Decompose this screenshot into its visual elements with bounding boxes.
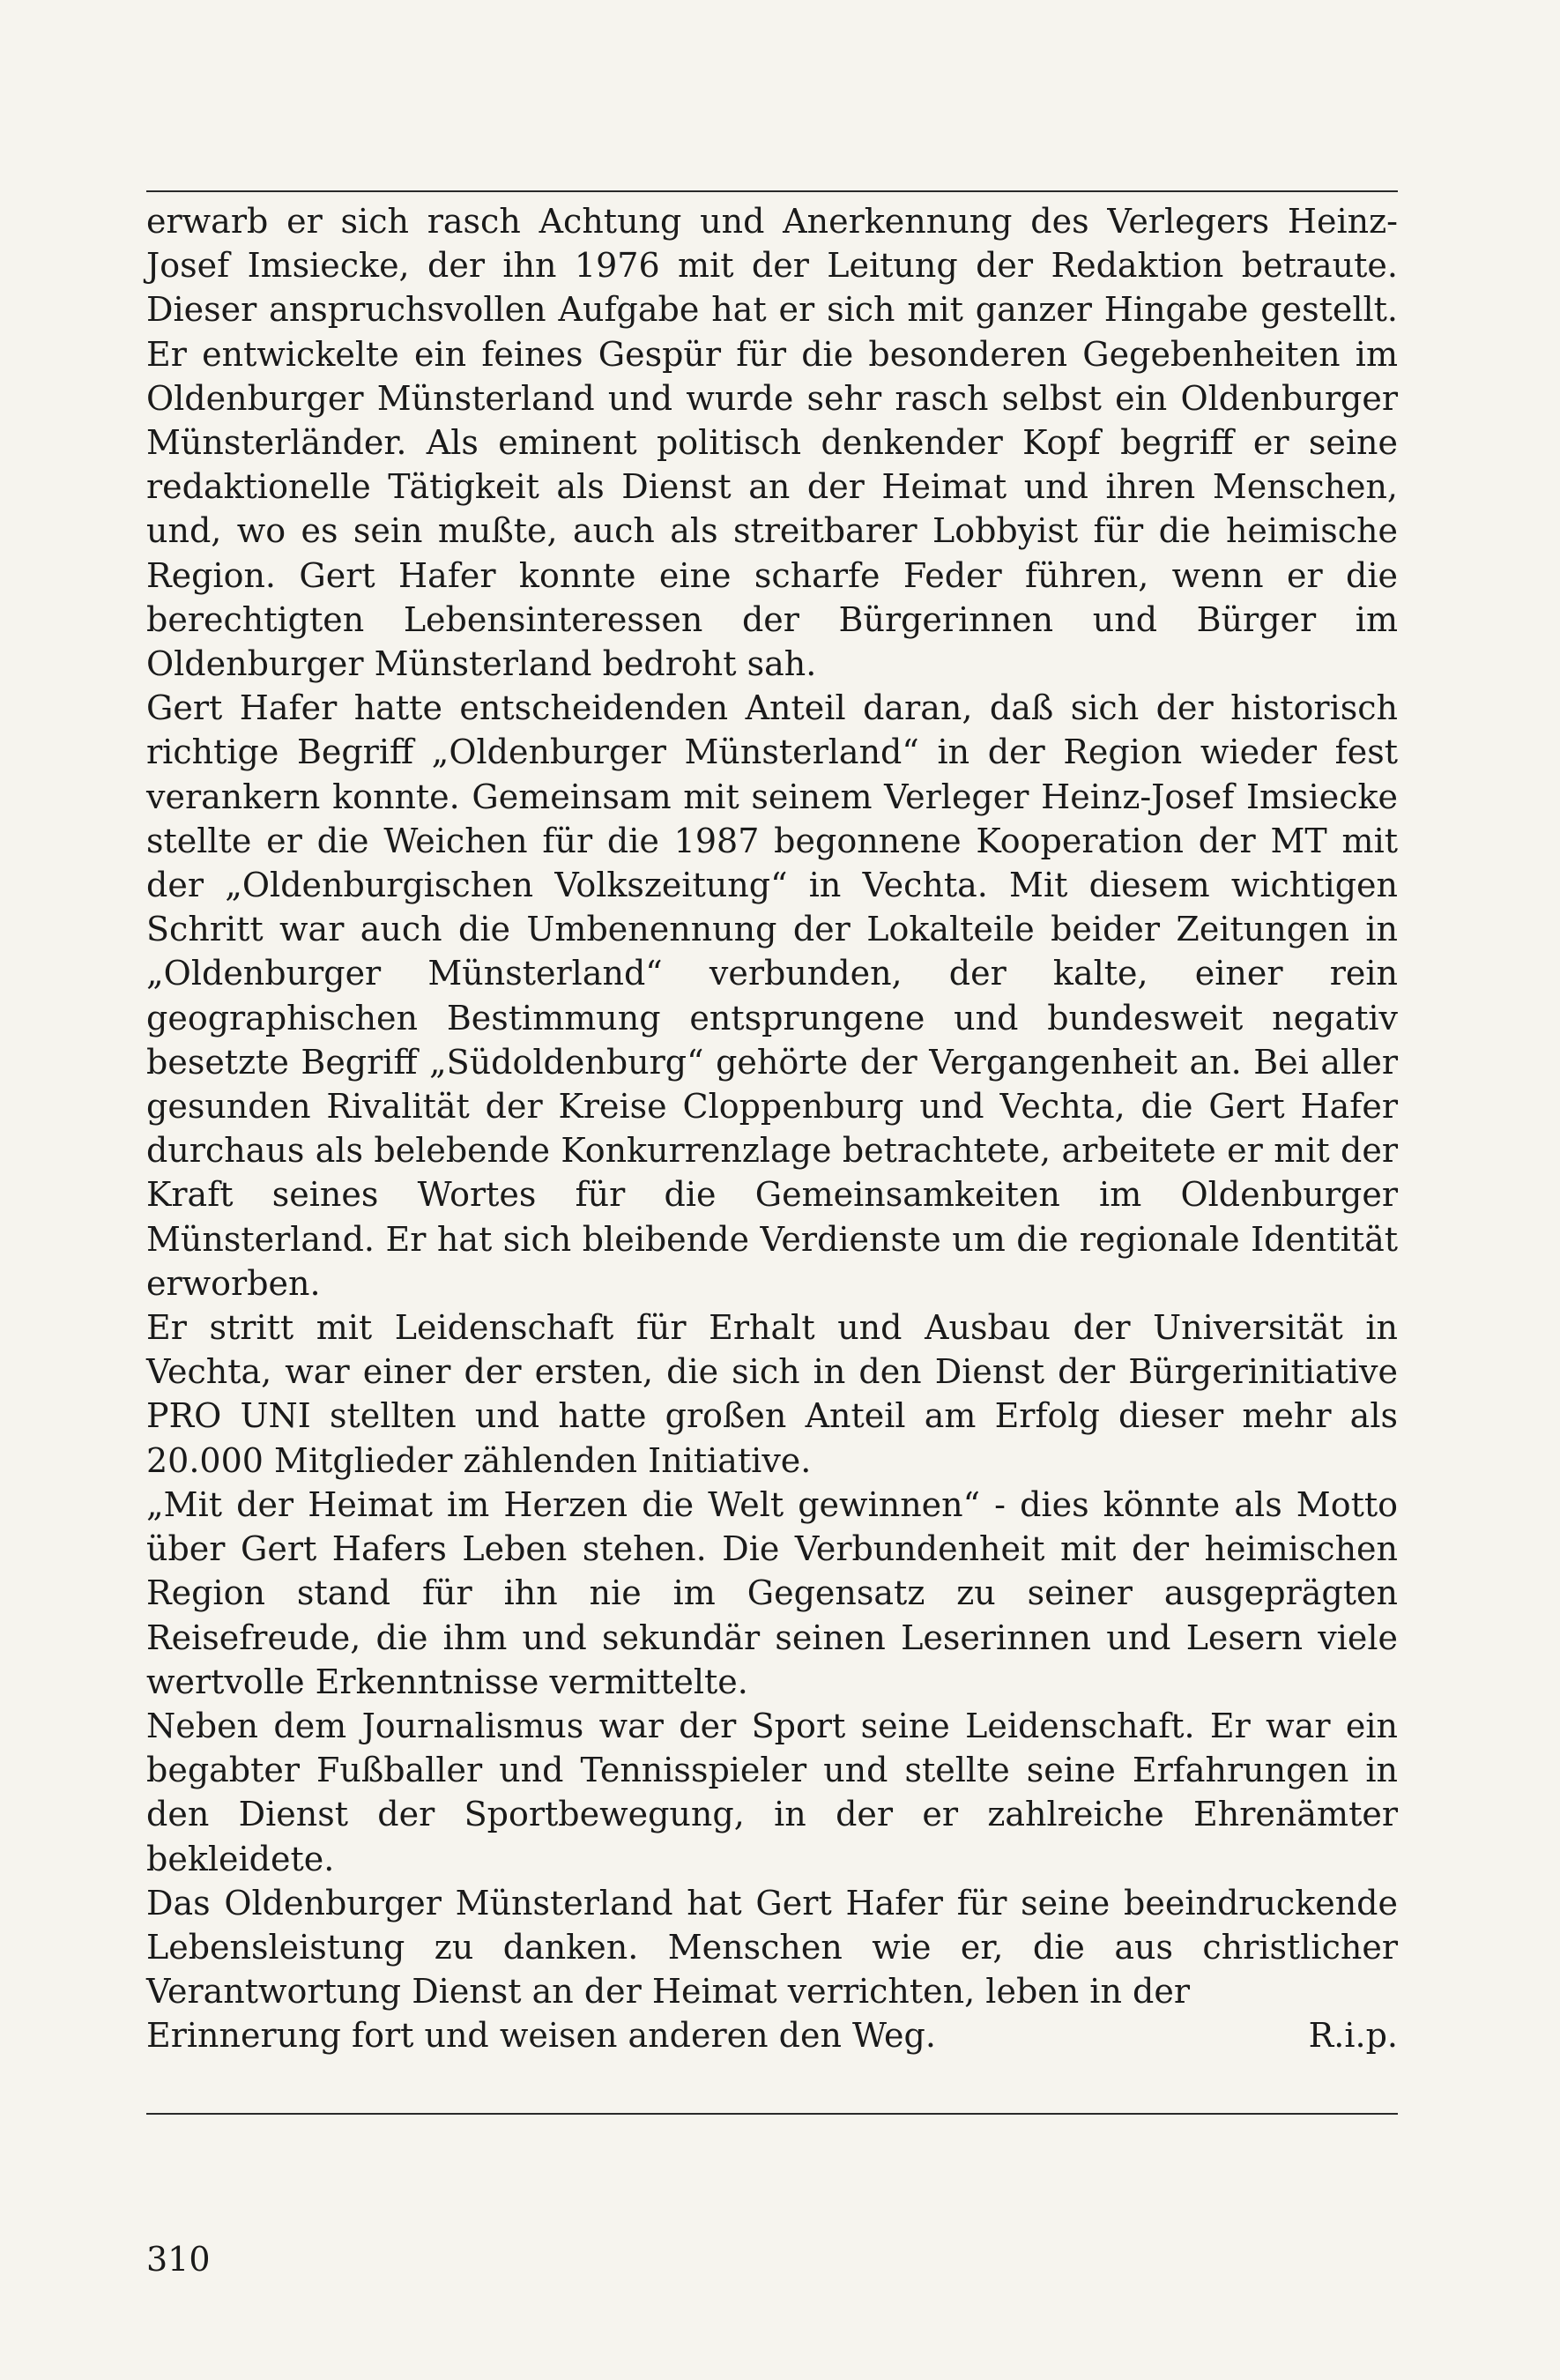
body-text xyxy=(146,199,1398,2058)
top-rule xyxy=(146,190,1398,192)
paragraph-2: Gert Hafer hatte entscheidenden Anteil daran, daß sich der historisch richtige Begriff „Oldenburger Münsterland“ in der Region wieder fest verankern konnte. Gemeinsam mit seinem Verleger Heinz-Josef Imsiecke stellte er die Weichen für die 1987 begonnene Kooperation der MT mit der „Oldenburgischen Volkszeitung“ in Vechta. Mit diesem wichtigen Schritt war auch die Umbenennung der Lokalteile beider Zeitungen in „Oldenburger Münsterland“ verbunden, der kalte, einer rein geographischen Bestimmung entsprungene und bundesweit negativ besetzte Begriff „Südoldenburg“ gehörte der Vergangenheit an. Bei aller gesunden Rivalität der Kreise Cloppenburg und Vechta, die Gert Hafer durchaus als belebende Konkurrenzlage betrachtete, arbeitete er mit der Kraft seines Wortes für die Gemeinsamkeiten im Oldenburger Münsterland. Er hat sich bleibende Verdienste um die regionale Identität erworben. xyxy=(146,688,1398,1303)
page-number: 310 xyxy=(146,2240,211,2279)
closing-line: Erinnerung fort und weisen anderen den Weg. xyxy=(146,2016,936,2056)
paragraph-6: Das Oldenburger Münsterland hat Gert Hafer für seine beeindruckende Lebensleistung zu danken. Menschen wie er, die aus christlicher Verantwortung Dienst an der Heimat verrichten, leben in der xyxy=(146,1883,1398,2012)
paragraph-5: Neben dem Journalismus war der Sport seine Leidenschaft. Er war ein begabter Fußballer und Tennisspieler und stellte seine Erfahrungen in den Dienst der Sportbewegung, in der er zahlreiche Ehrenämter bekleidete. xyxy=(146,1706,1398,1878)
paragraph-1: erwarb er sich rasch Achtung und Anerkennung des Verlegers Heinz-Josef Imsiecke, der ihn 1976 mit der Leitung der Redaktion betraute. Dieser anspruchsvollen Aufgabe hat er sich mit ganzer Hingabe gestellt. Er entwickelte ein feines Gespür für die besonderen Gegebenheiten im Oldenburger Münsterland und wurde sehr rasch selbst ein Oldenburger Münsterländer. Als eminent politisch denkender Kopf begriff er seine redaktionelle Tätigkeit als Dienst an der Heimat und ihren Menschen, und, wo es sein mußte, auch als streitbarer Lobbyist für die heimische Region. Gert Hafer konnte eine scharfe Feder führen, wenn er die berechtigten Lebensinteressen der Bürgerinnen und Bürger im Oldenburger Münsterland bedroht sah. xyxy=(146,202,1398,684)
signoff: R.i.p. xyxy=(1308,2016,1398,2056)
paragraph-4: „Mit der Heimat im Herzen die Welt gewinnen“ - dies könnte als Motto über Gert Hafers Leben stehen. Die Verbundenheit mit der heimischen Region stand für ihn nie im Gegensatz zu seiner ausgeprägten Reisefreude, die ihm und sekundär seinen Leserinnen und Lesern viele wertvolle Erkenntnisse vermittelte. xyxy=(146,1484,1398,1701)
bottom-rule xyxy=(146,2113,1398,2115)
closing-line-row xyxy=(146,2013,1398,2057)
paragraph-3: Er stritt mit Leidenschaft für Erhalt und Ausbau der Universität in Vechta, war einer der ersten, die sich in den Dienst der Bürgerinitiative PRO UNI stellten und hatte großen Anteil am Erfolg dieser mehr als 20.000 Mitglieder zählenden Initiative. xyxy=(146,1308,1398,1480)
